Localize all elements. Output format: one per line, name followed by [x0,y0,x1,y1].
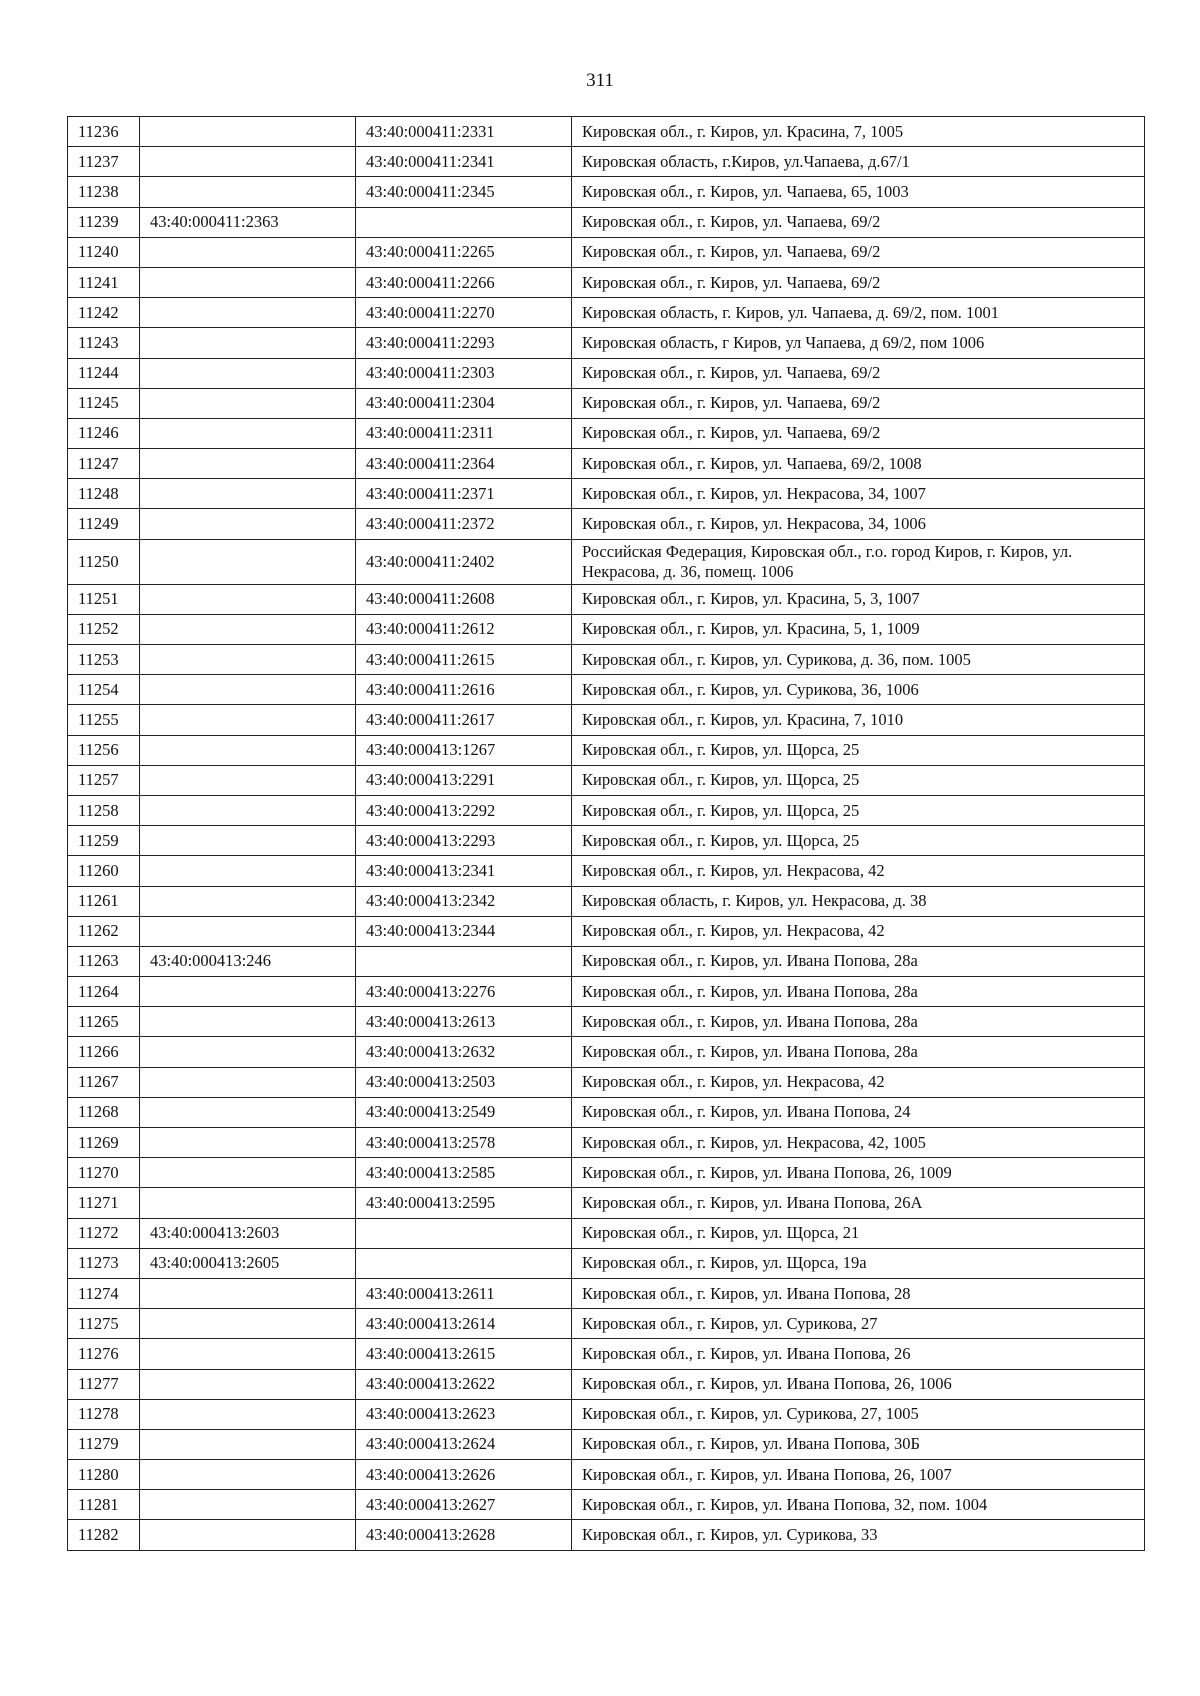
row-number-cell: 11244 [68,358,140,388]
cadastral-number-building-cell [140,388,356,418]
row-number-cell: 11258 [68,795,140,825]
cadastral-number-premise-cell: 43:40:000411:2371 [356,479,572,509]
cadastral-number-building-cell [140,1097,356,1127]
table-row [68,705,1145,735]
cadastral-number-building-cell [140,584,356,614]
cadastral-number-building-cell [140,237,356,267]
row-number-cell: 11277 [68,1369,140,1399]
cadastral-number-premise-cell: 43:40:000413:2632 [356,1037,572,1067]
address-cell: Кировская область, г. Киров, ул. Некрасова, д. 38 [572,886,1145,916]
cadastral-number-building-cell: 43:40:000413:2603 [140,1218,356,1248]
cadastral-number-building-cell [140,147,356,177]
cadastral-number-building-cell [140,1158,356,1188]
row-number-cell: 11275 [68,1309,140,1339]
row-number-cell: 11276 [68,1339,140,1369]
row-number-cell: 11240 [68,237,140,267]
address-cell: Кировская обл., г. Киров, ул. Сурикова, 33 [572,1520,1145,1550]
row-number-cell: 11282 [68,1520,140,1550]
cadastral-number-premise-cell: 43:40:000413:2595 [356,1188,572,1218]
cadastral-number-premise-cell: 43:40:000411:2345 [356,177,572,207]
cadastral-number-premise-cell: 43:40:000413:2578 [356,1128,572,1158]
table-row [68,856,1145,886]
row-number-cell: 11268 [68,1097,140,1127]
cadastral-number-building-cell [140,1429,356,1459]
row-number-cell: 11241 [68,267,140,297]
cadastral-number-building-cell [140,177,356,207]
address-cell: Кировская обл., г. Киров, ул. Ивана Попова, 26А [572,1188,1145,1218]
row-number-cell: 11254 [68,675,140,705]
cadastral-number-building-cell [140,735,356,765]
address-cell: Кировская обл., г. Киров, ул. Щорса, 21 [572,1218,1145,1248]
address-cell: Кировская обл., г. Киров, ул. Чапаева, 69/2 [572,267,1145,297]
table-row [68,539,1145,584]
cadastral-number-building-cell [140,418,356,448]
row-number-cell: 11261 [68,886,140,916]
table-row [68,1067,1145,1097]
row-number-cell: 11278 [68,1399,140,1429]
address-cell: Кировская обл., г. Киров, ул. Чапаева, 69/2 [572,388,1145,418]
address-cell: Кировская обл., г. Киров, ул. Некрасова, 42 [572,856,1145,886]
cadastral-number-building-cell: 43:40:000411:2363 [140,207,356,237]
row-number-cell: 11237 [68,147,140,177]
table-row [68,1520,1145,1550]
table-row [68,1369,1145,1399]
cadastral-number-premise-cell: 43:40:000413:2292 [356,795,572,825]
cadastral-number-premise-cell: 43:40:000411:2616 [356,675,572,705]
cadastral-number-building-cell [140,1369,356,1399]
cadastral-number-premise-cell: 43:40:000413:2291 [356,765,572,795]
table-row [68,328,1145,358]
address-cell: Кировская обл., г. Киров, ул. Некрасова, 34, 1006 [572,509,1145,539]
row-number-cell: 11269 [68,1128,140,1158]
table-row [68,449,1145,479]
cadastral-number-premise-cell: 43:40:000413:2626 [356,1460,572,1490]
row-number-cell: 11264 [68,977,140,1007]
row-number-cell: 11266 [68,1037,140,1067]
cadastral-number-premise-cell: 43:40:000413:2549 [356,1097,572,1127]
cadastral-number-building-cell [140,1037,356,1067]
address-cell: Кировская обл., г. Киров, ул. Чапаева, 69/2 [572,207,1145,237]
table-row [68,207,1145,237]
cadastral-number-building-cell [140,705,356,735]
address-cell: Кировская обл., г. Киров, ул. Ивана Попова, 28а [572,946,1145,976]
cadastral-number-premise-cell: 43:40:000411:2341 [356,147,572,177]
row-number-cell: 11255 [68,705,140,735]
address-cell: Кировская обл., г. Киров, ул. Чапаева, 69/2, 1008 [572,449,1145,479]
cadastral-number-premise-cell: 43:40:000411:2617 [356,705,572,735]
address-cell: Кировская обл., г. Киров, ул. Чапаева, 69/2 [572,237,1145,267]
table-row [68,946,1145,976]
cadastral-number-premise-cell: 43:40:000411:2372 [356,509,572,539]
cadastral-number-premise-cell: 43:40:000413:2627 [356,1490,572,1520]
table-row [68,237,1145,267]
row-number-cell: 11250 [68,539,140,584]
table-row [68,1158,1145,1188]
address-cell: Кировская обл., г. Киров, ул. Сурикова, 27, 1005 [572,1399,1145,1429]
cadastral-number-building-cell [140,1490,356,1520]
address-cell: Кировская обл., г. Киров, ул. Некрасова, 42 [572,1067,1145,1097]
row-number-cell: 11249 [68,509,140,539]
cadastral-number-premise-cell: 43:40:000411:2608 [356,584,572,614]
table-row [68,177,1145,207]
cadastral-number-premise-cell: 43:40:000411:2265 [356,237,572,267]
table-row [68,765,1145,795]
cadastral-number-building-cell [140,509,356,539]
cadastral-number-building-cell [140,795,356,825]
address-cell: Кировская обл., г. Киров, ул. Ивана Попова, 24 [572,1097,1145,1127]
cadastral-number-building-cell [140,1309,356,1339]
table-row [68,298,1145,328]
cadastral-number-premise-cell: 43:40:000413:2342 [356,886,572,916]
address-cell: Кировская обл., г. Киров, ул. Щорса, 25 [572,735,1145,765]
table-row [68,1128,1145,1158]
cadastral-number-premise-cell: 43:40:000413:2613 [356,1007,572,1037]
cadastral-number-premise-cell: 43:40:000411:2402 [356,539,572,584]
table-row [68,826,1145,856]
cadastral-number-building-cell [140,614,356,644]
address-cell: Кировская обл., г. Киров, ул. Ивана Попова, 30Б [572,1429,1145,1459]
table-row [68,1309,1145,1339]
address-cell: Кировская обл., г. Киров, ул. Некрасова, 34, 1007 [572,479,1145,509]
cadastral-number-building-cell [140,1460,356,1490]
cadastral-number-premise-cell: 43:40:000413:2628 [356,1520,572,1550]
address-cell: Кировская обл., г. Киров, ул. Красина, 7, 1010 [572,705,1145,735]
address-cell: Кировская обл., г. Киров, ул. Чапаева, 69/2 [572,418,1145,448]
registry-table-body [68,117,1145,1551]
cadastral-number-premise-cell: 43:40:000411:2364 [356,449,572,479]
cadastral-number-building-cell [140,1520,356,1550]
cadastral-number-building-cell [140,358,356,388]
table-row [68,1339,1145,1369]
table-row [68,916,1145,946]
table-row [68,1007,1145,1037]
address-cell: Кировская обл., г. Киров, ул. Щорса, 19а [572,1248,1145,1278]
cadastral-number-premise-cell: 43:40:000413:2611 [356,1278,572,1308]
table-row [68,977,1145,1007]
cadastral-number-building-cell [140,328,356,358]
row-number-cell: 11238 [68,177,140,207]
cadastral-number-building-cell [140,298,356,328]
row-number-cell: 11280 [68,1460,140,1490]
row-number-cell: 11267 [68,1067,140,1097]
cadastral-number-building-cell [140,449,356,479]
table-row [68,509,1145,539]
row-number-cell: 11279 [68,1429,140,1459]
address-cell: Кировская обл., г. Киров, ул. Некрасова, 42, 1005 [572,1128,1145,1158]
row-number-cell: 11259 [68,826,140,856]
address-cell: Кировская обл., г. Киров, ул. Щорса, 25 [572,826,1145,856]
table-row [68,675,1145,705]
table-row [68,886,1145,916]
cadastral-number-building-cell [140,1399,356,1429]
row-number-cell: 11270 [68,1158,140,1188]
table-row [68,584,1145,614]
cadastral-number-premise-cell: 43:40:000411:2270 [356,298,572,328]
address-cell: Кировская обл., г. Киров, ул. Ивана Попова, 28а [572,1007,1145,1037]
cadastral-number-premise-cell: 43:40:000413:2622 [356,1369,572,1399]
cadastral-number-building-cell [140,479,356,509]
address-cell: Кировская обл., г. Киров, ул. Красина, 7, 1005 [572,117,1145,147]
row-number-cell: 11251 [68,584,140,614]
address-cell: Российская Федерация, Кировская обл., г.о. город Киров, г. Киров, ул. Некрасова, д. 36, помещ. 1006 [572,539,1145,584]
table-row [68,1097,1145,1127]
row-number-cell: 11273 [68,1248,140,1278]
address-cell: Кировская обл., г. Киров, ул. Ивана Попова, 28 [572,1278,1145,1308]
table-row [68,1037,1145,1067]
address-cell: Кировская обл., г. Киров, ул. Ивана Попова, 28а [572,1037,1145,1067]
cadastral-number-building-cell [140,1188,356,1218]
table-row [68,1399,1145,1429]
row-number-cell: 11257 [68,765,140,795]
address-cell: Кировская область, г Киров, ул Чапаева, д 69/2, пом 1006 [572,328,1145,358]
row-number-cell: 11262 [68,916,140,946]
cadastral-number-premise-cell: 43:40:000411:2615 [356,645,572,675]
row-number-cell: 11263 [68,946,140,976]
registry-table [67,116,1145,1551]
cadastral-number-premise-cell: 43:40:000413:2623 [356,1399,572,1429]
table-row [68,388,1145,418]
table-row [68,117,1145,147]
cadastral-number-premise-cell [356,1218,572,1248]
table-row [68,1490,1145,1520]
cadastral-number-building-cell [140,1128,356,1158]
row-number-cell: 11239 [68,207,140,237]
address-cell: Кировская область, г. Киров, ул. Чапаева, д. 69/2, пом. 1001 [572,298,1145,328]
table-row [68,614,1145,644]
row-number-cell: 11246 [68,418,140,448]
cadastral-number-building-cell [140,886,356,916]
cadastral-number-building-cell [140,856,356,886]
row-number-cell: 11272 [68,1218,140,1248]
table-row [68,418,1145,448]
row-number-cell: 11265 [68,1007,140,1037]
address-cell: Кировская обл., г. Киров, ул. Чапаева, 65, 1003 [572,177,1145,207]
cadastral-number-premise-cell: 43:40:000413:2615 [356,1339,572,1369]
page-number: 311 [586,70,614,91]
cadastral-number-premise-cell: 43:40:000413:2344 [356,916,572,946]
cadastral-number-premise-cell: 43:40:000411:2304 [356,388,572,418]
address-cell: Кировская обл., г. Киров, ул. Ивана Попова, 26, 1006 [572,1369,1145,1399]
table-row [68,1188,1145,1218]
table-row [68,1460,1145,1490]
table-row [68,147,1145,177]
cadastral-number-premise-cell: 43:40:000411:2311 [356,418,572,448]
table-row [68,1218,1145,1248]
cadastral-number-building-cell [140,539,356,584]
table-row [68,645,1145,675]
cadastral-number-building-cell [140,1007,356,1037]
address-cell: Кировская обл., г. Киров, ул. Сурикова, д. 36, пом. 1005 [572,645,1145,675]
address-cell: Кировская обл., г. Киров, ул. Сурикова, 36, 1006 [572,675,1145,705]
table-row [68,795,1145,825]
row-number-cell: 11253 [68,645,140,675]
cadastral-number-building-cell [140,826,356,856]
address-cell: Кировская обл., г. Киров, ул. Ивана Попова, 26, 1009 [572,1158,1145,1188]
row-number-cell: 11236 [68,117,140,147]
table-row [68,479,1145,509]
cadastral-number-building-cell [140,977,356,1007]
row-number-cell: 11271 [68,1188,140,1218]
address-cell: Кировская область, г.Киров, ул.Чапаева, д.67/1 [572,147,1145,177]
cadastral-number-premise-cell: 43:40:000413:2614 [356,1309,572,1339]
cadastral-number-premise-cell [356,946,572,976]
row-number-cell: 11242 [68,298,140,328]
cadastral-number-premise-cell: 43:40:000411:2612 [356,614,572,644]
cadastral-number-building-cell: 43:40:000413:2605 [140,1248,356,1278]
cadastral-number-premise-cell: 43:40:000411:2331 [356,117,572,147]
table-row [68,1429,1145,1459]
address-cell: Кировская обл., г. Киров, ул. Щорса, 25 [572,765,1145,795]
cadastral-number-building-cell [140,645,356,675]
cadastral-number-premise-cell: 43:40:000413:2276 [356,977,572,1007]
cadastral-number-building-cell [140,1278,356,1308]
row-number-cell: 11247 [68,449,140,479]
table-row [68,1248,1145,1278]
cadastral-number-premise-cell: 43:40:000413:2585 [356,1158,572,1188]
cadastral-number-building-cell [140,117,356,147]
row-number-cell: 11274 [68,1278,140,1308]
row-number-cell: 11256 [68,735,140,765]
row-number-cell: 11281 [68,1490,140,1520]
row-number-cell: 11252 [68,614,140,644]
cadastral-number-building-cell [140,1339,356,1369]
row-number-cell: 11260 [68,856,140,886]
cadastral-number-building-cell [140,1067,356,1097]
row-number-cell: 11248 [68,479,140,509]
cadastral-number-building-cell [140,675,356,705]
cadastral-number-building-cell: 43:40:000413:246 [140,946,356,976]
row-number-cell: 11245 [68,388,140,418]
table-row [68,358,1145,388]
cadastral-number-building-cell [140,267,356,297]
table-row [68,1278,1145,1308]
row-number-cell: 11243 [68,328,140,358]
cadastral-number-premise-cell: 43:40:000413:2503 [356,1067,572,1097]
cadastral-number-premise-cell: 43:40:000413:2293 [356,826,572,856]
cadastral-number-premise-cell [356,207,572,237]
address-cell: Кировская обл., г. Киров, ул. Сурикова, 27 [572,1309,1145,1339]
address-cell: Кировская обл., г. Киров, ул. Ивана Попова, 28а [572,977,1145,1007]
cadastral-number-premise-cell: 43:40:000413:2624 [356,1429,572,1459]
table-row [68,735,1145,765]
address-cell: Кировская обл., г. Киров, ул. Некрасова, 42 [572,916,1145,946]
cadastral-number-premise-cell: 43:40:000411:2303 [356,358,572,388]
cadastral-number-premise-cell: 43:40:000413:1267 [356,735,572,765]
address-cell: Кировская обл., г. Киров, ул. Ивана Попова, 32, пом. 1004 [572,1490,1145,1520]
cadastral-number-building-cell [140,916,356,946]
cadastral-number-building-cell [140,765,356,795]
cadastral-number-premise-cell: 43:40:000413:2341 [356,856,572,886]
cadastral-number-premise-cell: 43:40:000411:2266 [356,267,572,297]
cadastral-number-premise-cell [356,1248,572,1278]
address-cell: Кировская обл., г. Киров, ул. Красина, 5, 1, 1009 [572,614,1145,644]
address-cell: Кировская обл., г. Киров, ул. Чапаева, 69/2 [572,358,1145,388]
table-row [68,267,1145,297]
address-cell: Кировская обл., г. Киров, ул. Ивана Попова, 26, 1007 [572,1460,1145,1490]
address-cell: Кировская обл., г. Киров, ул. Щорса, 25 [572,795,1145,825]
cadastral-number-premise-cell: 43:40:000411:2293 [356,328,572,358]
address-cell: Кировская обл., г. Киров, ул. Ивана Попова, 26 [572,1339,1145,1369]
address-cell: Кировская обл., г. Киров, ул. Красина, 5, 3, 1007 [572,584,1145,614]
